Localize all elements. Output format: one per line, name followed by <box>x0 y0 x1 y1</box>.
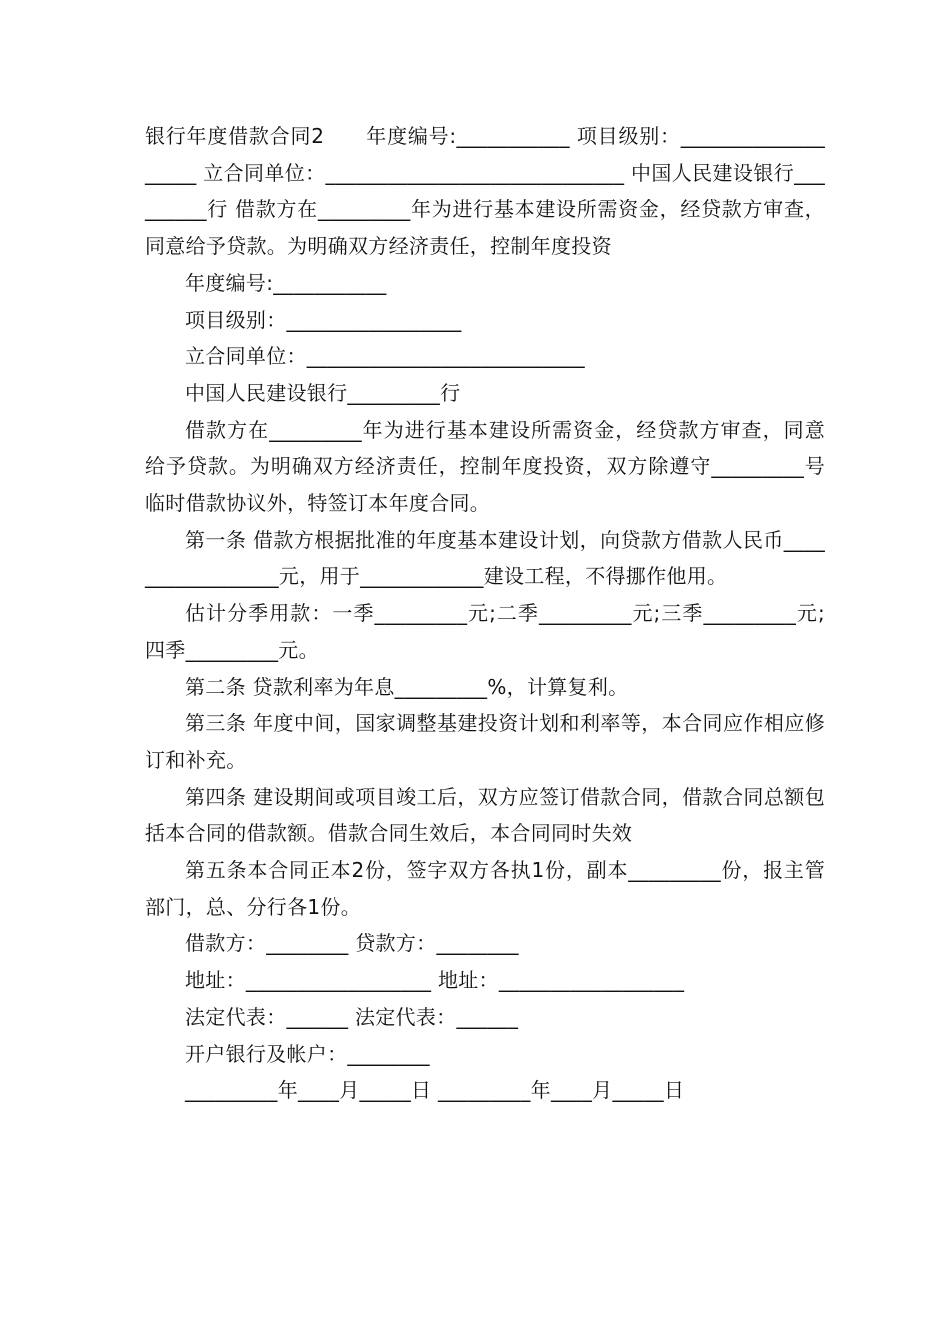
date-line: _________年____月_____日 _________年____月_____日 <box>185 1078 685 1103</box>
bank-branch-line: 中国人民建设银行_________行 <box>185 380 461 405</box>
article-1-paragraph: 第一条 借款方根据批准的年度基本建设计划，向贷款方借款人民币_________________元，用于____________建设工程，不得挪作他用。 <box>145 527 825 589</box>
legal-representative-line: 法定代表：______ 法定代表：______ <box>185 1004 519 1029</box>
quarterly-usage-paragraph: 估计分季用款：一季_________元;二季_________元;三季_________元;四季_________元。 <box>145 601 825 662</box>
year-number-line: 年度编号:___________ <box>185 270 387 295</box>
article-3-paragraph: 第三条 年度中间，国家调整基建投资计划和利率等，本合同应作相应修订和补充。 <box>145 711 825 772</box>
parties-line: 借款方：________ 贷款方：________ <box>185 931 519 956</box>
contract-body <box>145 118 825 1109</box>
project-level-line: 项目级别：_________________ <box>185 307 462 332</box>
bank-account-line: 开户银行及帐户：________ <box>185 1041 430 1066</box>
address-line: 地址：__________________ 地址：__________________ <box>185 968 685 993</box>
article-2-paragraph: 第二条 贷款利率为年息_________%，计算复利。 <box>185 674 629 699</box>
article-4-paragraph: 第四条 建设期间或项目竣工后，双方应签订借款合同，借款合同总额包括本合同的借款额。借款合同生效后，本合同同时失效 <box>145 784 825 846</box>
contract-unit-line: 立合同单位：___________________________ <box>185 344 585 369</box>
intro-paragraph: 银行年度借款合同2 年度编号:___________ 项目级别：___________________ 立合同单位：_____________________________ 中国人民建设银行_________行 借款方在_________年为进行基本建设所需资金，经贷款方审查，同意给予贷款。为明确双方经济责任，控制年度投资 <box>145 124 825 259</box>
borrower-clause-paragraph: 借款方在_________年为进行基本建设所需资金，经贷款方审查，同意给予贷款。为明确双方经济责任，控制年度投资，双方除遵守_________号临时借款协议外，特签订本年度合同。 <box>145 417 825 516</box>
article-5-paragraph: 第五条本合同正本2份，签字双方各执1份，副本_________份，报主管部门，总、分行各1份。 <box>145 858 825 919</box>
